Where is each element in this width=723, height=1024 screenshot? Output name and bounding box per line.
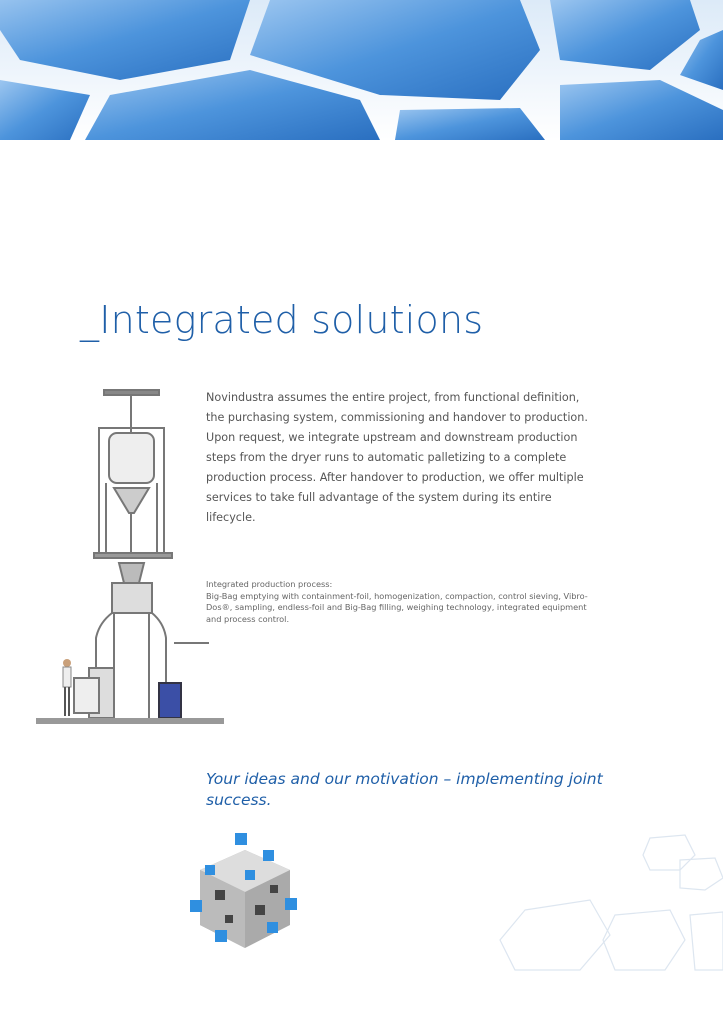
caption [206, 579, 591, 625]
caption-text: Big-Bag emptying with containment-foil, homogenization, compaction, control sieving, Vibro-Dos®, sampling, endless-foil and Big-Bag filling, weighing technology, integrated equipment and process control. [206, 590, 588, 624]
tagline: Your ideas and our motivation – implementing joint success. [206, 770, 603, 809]
cube-illustration [185, 830, 305, 960]
caption-heading: Integrated production process: [206, 579, 333, 589]
body-paragraph: Novindustra assumes the entire project, from functional definition, the purchasing system, commissioning and handover to production. Upon request, we integrate upstream and downstream production steps from the dryer runs to automatic palletizing to a complete production process. After handover to production, we offer multiple services to take full advantage of the system during its entire lifecycle. [206, 391, 588, 524]
production-plant-illustration [34, 388, 229, 733]
page-title: _Integrated solutions [80, 298, 484, 342]
hexagon-banner-image [0, 0, 723, 140]
hexagon-outline-decoration [495, 820, 723, 990]
